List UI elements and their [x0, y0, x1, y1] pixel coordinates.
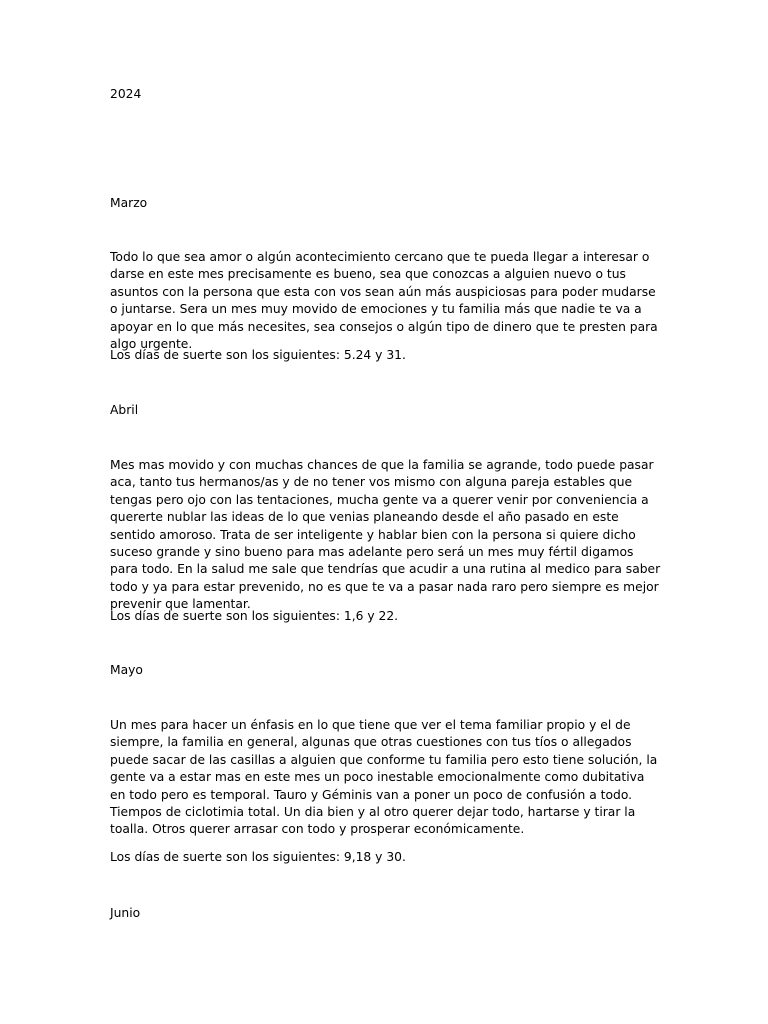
lucky-days-marzo: Los días de suerte son los siguientes: 5.24 y 31.: [110, 348, 406, 362]
month-heading-junio: Junio: [110, 906, 141, 920]
month-heading-marzo: Marzo: [110, 196, 148, 210]
month-heading-abril: Abril: [110, 403, 139, 417]
paragraph-mayo: Un mes para hacer un énfasis en lo que tiene que ver el tema familiar propio y el de siempre, la familia en general, algunas que otras cuestiones con tus tíos o allegados puede sacar de las casillas a alguien que conforme tu familia pero esto tiene solución, la gente va a estar mas en este mes un poco inestable emocionalmente como dubitativa en todo pero es temporal. Tauro y Géminis van a poner un poco de confusión a todo. Tiempos de ciclotimia total. Un dia bien y al otro querer dejar todo, hartarse y tirar la toalla. Otros querer arrasar con todo y prosperar económicamente.: [110, 718, 658, 837]
paragraph-abril: Mes mas movido y con muchas chances de que la familia se agrande, todo puede pasar aca, tanto tus hermanos/as y de no tener vos mismo con alguna pareja estables que tengas pero ojo con las tentaciones, mucha gente va a querer venir por conveniencia a quererte nublar las ideas de lo que venias planeando desde el año pasado en este sentido amoroso. Trata de ser inteligente y hablar bien con la persona si quiere dicho suceso grande y sino bueno para mas adelante pero será un mes muy fértil digamos para todo. En la salud me sale que tendrías que acudir a una rutina al medico para saber todo y ya para estar prevenido, no es que te va a pasar nada raro pero siempre es mejor prevenir que lamentar.: [110, 458, 661, 612]
month-heading-mayo: Mayo: [110, 663, 143, 677]
paragraph-marzo: Todo lo que sea amor o algún acontecimiento cercano que te pueda llegar a interesar o darse en este mes precisamente es bueno, sea que conozcas a alguien nuevo o tus asuntos con la persona que esta con vos sean aún más auspiciosas para poder mudarse o juntarse. Sera un mes muy movido de emociones y tu familia más que nadie te va a apoyar en lo que más necesites, sea consejos o algún tipo de dinero que te presten para algo urgente.: [110, 250, 658, 352]
lucky-days-mayo: Los días de suerte son los siguientes: 9,18 y 30.: [110, 850, 406, 864]
lucky-days-abril: Los días de suerte son los siguientes: 1,6 y 22.: [110, 609, 399, 623]
year-heading: 2024: [110, 87, 142, 101]
